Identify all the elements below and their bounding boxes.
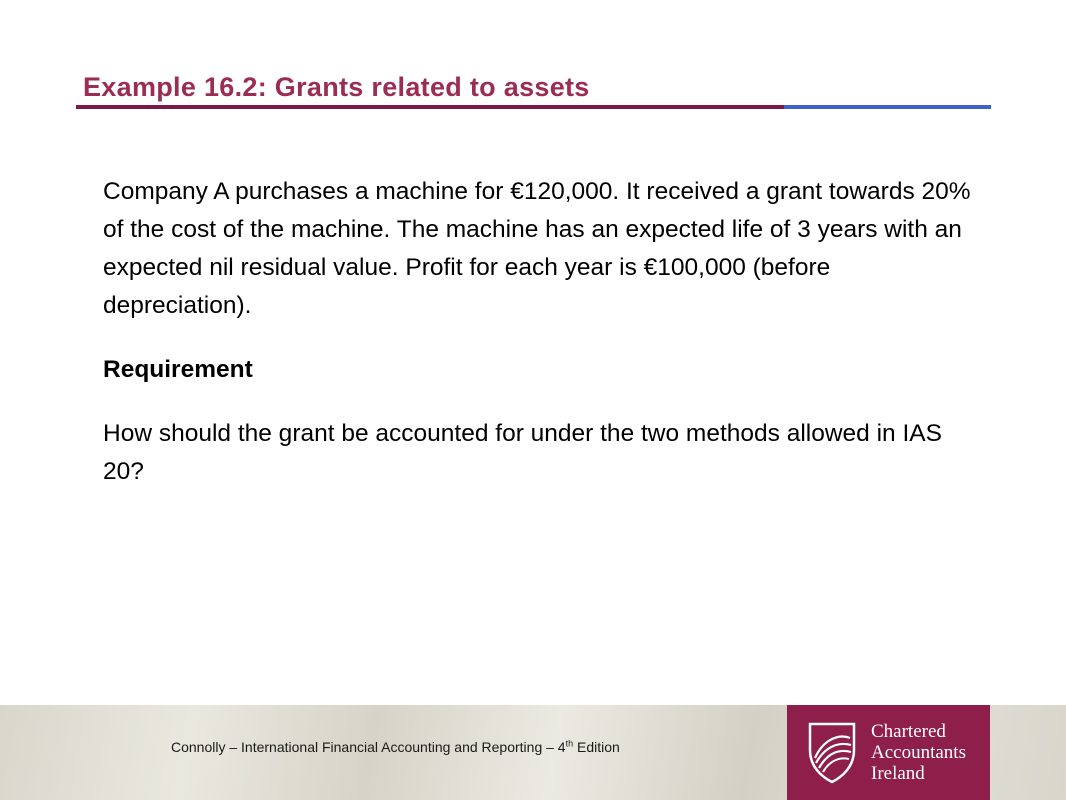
chartered-accountants-logo	[787, 705, 990, 800]
logo-line-3: Ireland	[871, 763, 925, 784]
requirement-heading: Requirement	[103, 356, 253, 383]
slide-title: Example 16.2: Grants related to assets	[83, 72, 590, 102]
logo-line-2: Accountants	[871, 742, 966, 763]
footer-citation-main: Connolly – International Financial Accounting and Reporting – 4	[171, 739, 566, 755]
footer-citation	[171, 739, 620, 755]
footer-citation-sup: th	[565, 738, 574, 749]
title-underline-blue	[784, 105, 991, 109]
logo-wordmark	[871, 721, 966, 784]
logo-line-1: Chartered	[871, 721, 946, 742]
requirement-question: How should the grant be accounted for under the two methods allowed in IAS 20?	[103, 420, 942, 485]
shield-swirl-icon	[806, 720, 858, 784]
example-paragraph: Company A purchases a machine for €120,000. It received a grant towards 20% of the cost of the machine. The machine has an expected life of 3 years with an expected nil residual value. Profit for each year is €100,000 (before depreciation).	[103, 178, 971, 319]
title-underline-maroon	[76, 105, 784, 109]
footer-citation-end: Edition	[573, 739, 620, 755]
